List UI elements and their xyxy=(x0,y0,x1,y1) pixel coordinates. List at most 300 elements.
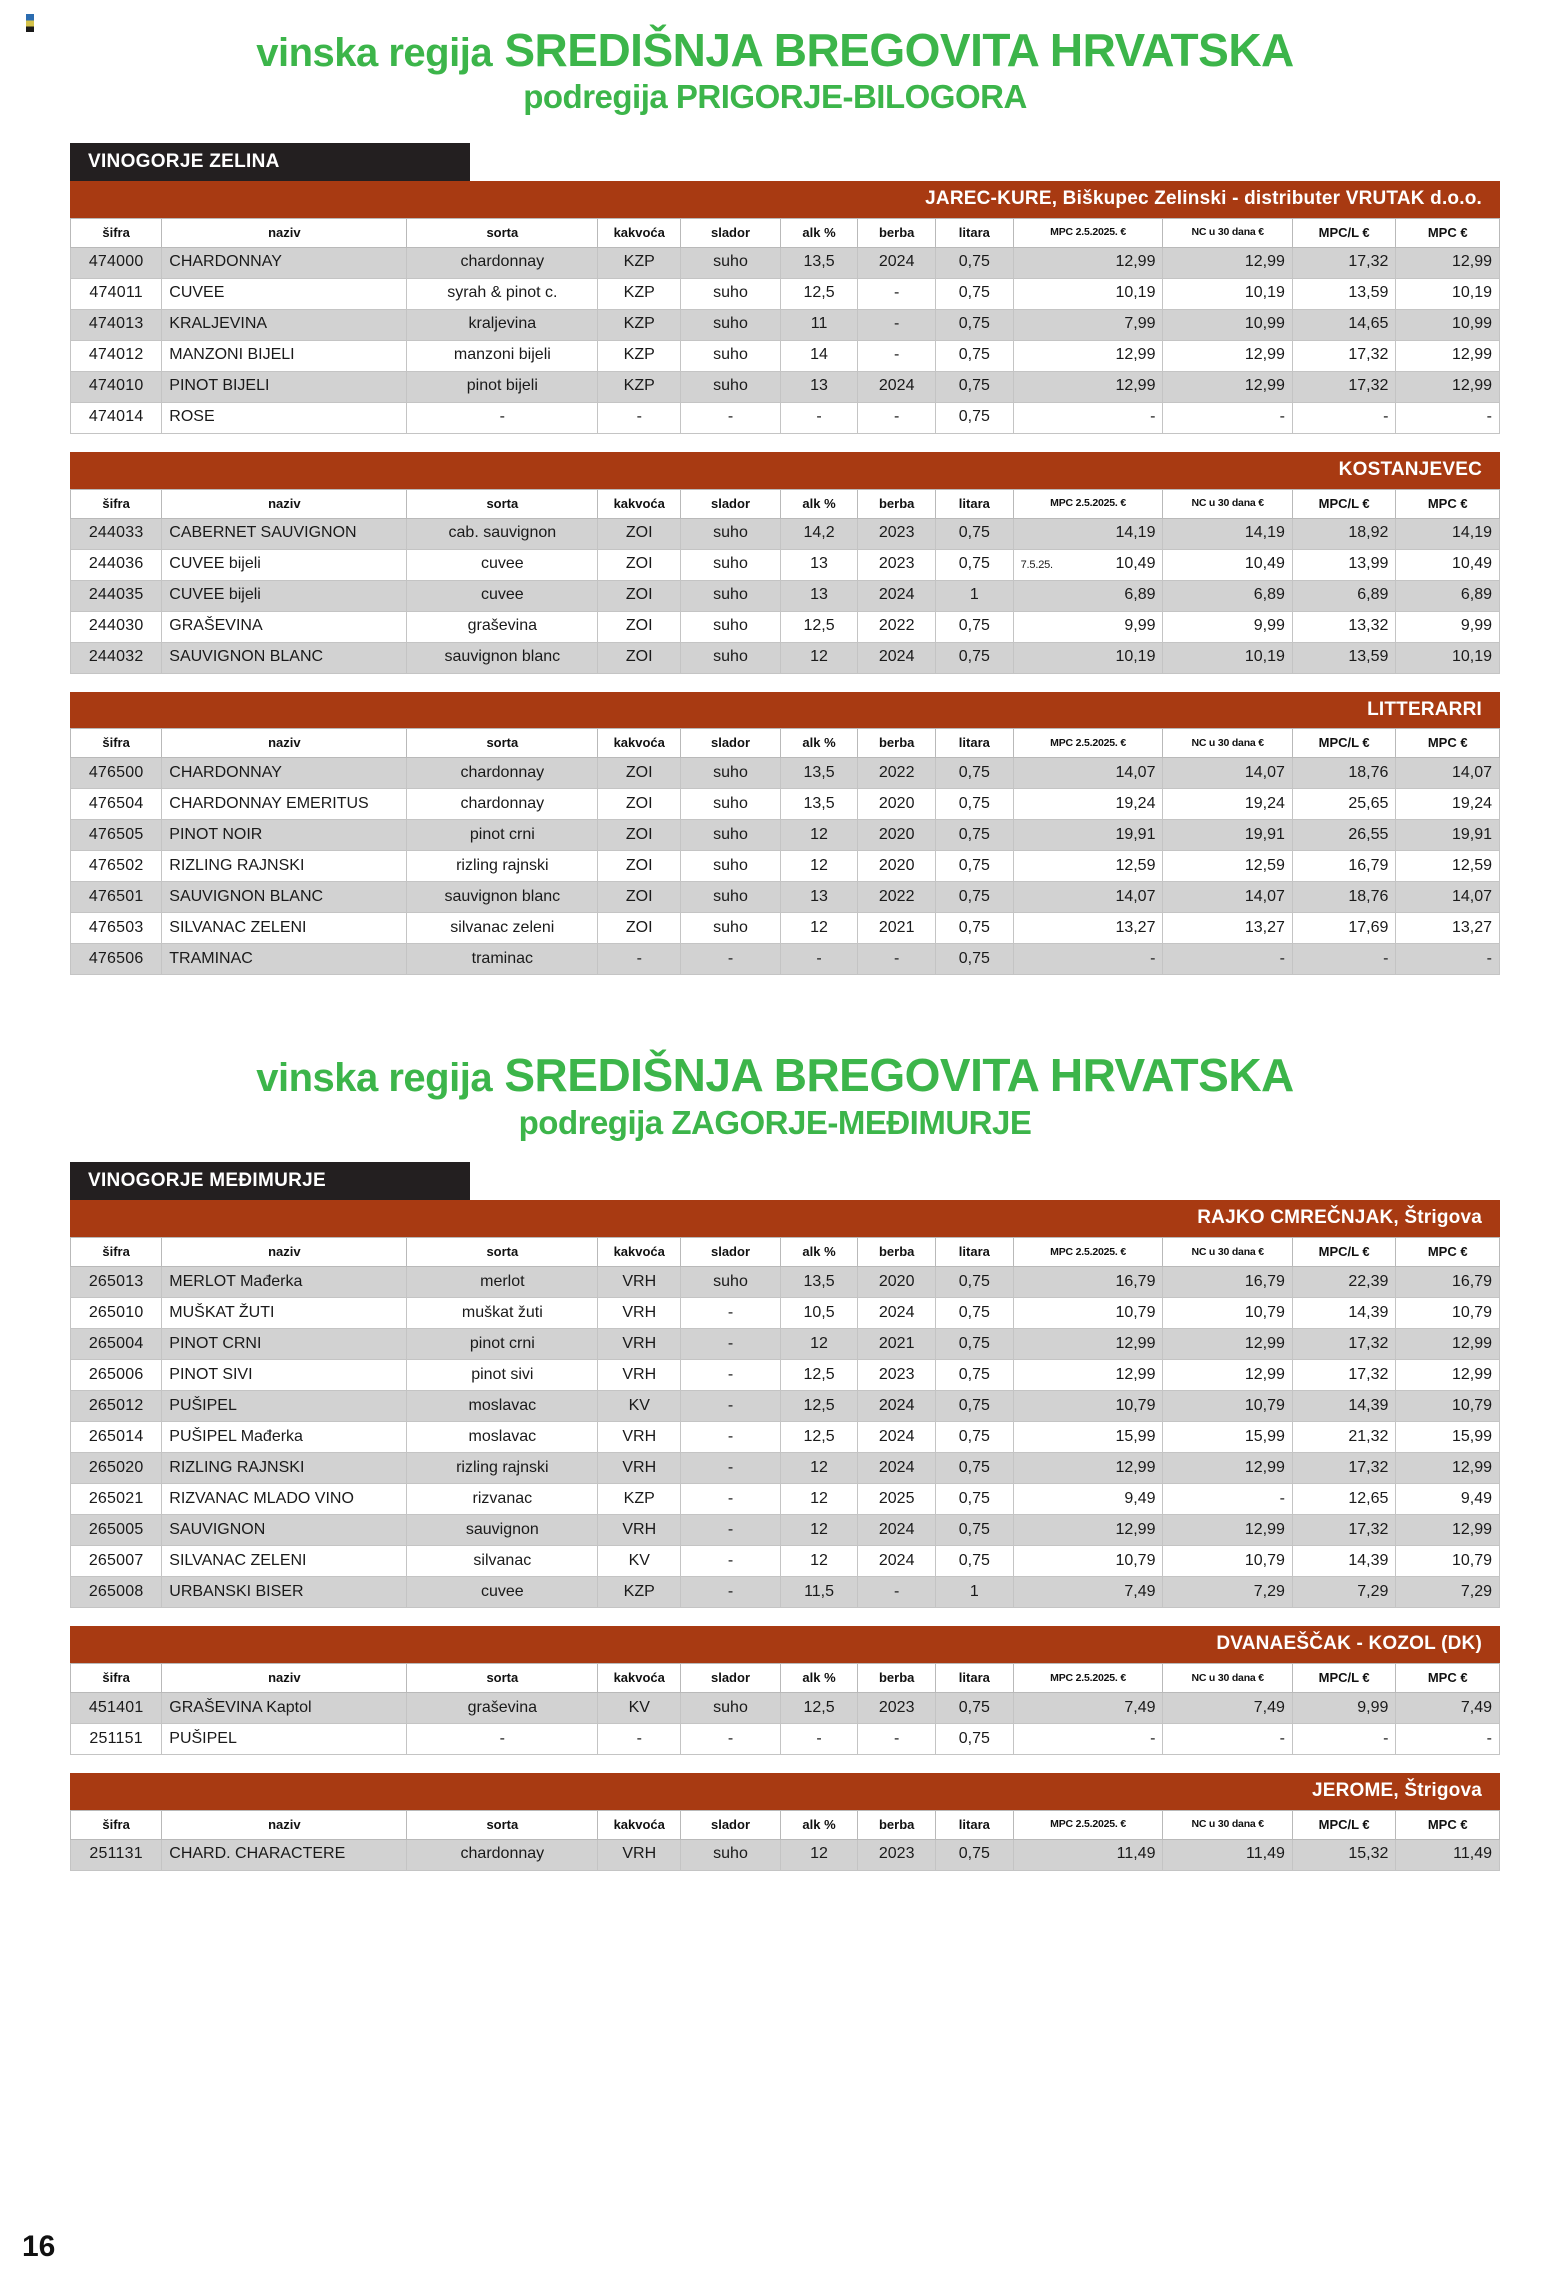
cell-slador: - xyxy=(681,1422,780,1453)
cell-sorta: cuvee xyxy=(407,549,598,580)
cell-mpc-l: 18,92 xyxy=(1292,518,1396,549)
subregion-title-line xyxy=(60,1103,1490,1141)
cell-sifra: 474010 xyxy=(71,371,162,402)
cell-kakvoca: VRH xyxy=(598,1298,681,1329)
region-title-main: SREDIŠNJA BREGOVITA HRVATSKA xyxy=(504,24,1294,76)
cell-mpc-date: - xyxy=(1013,1724,1163,1755)
cell-sifra: 244032 xyxy=(71,642,162,673)
cell-slador: suho xyxy=(681,340,780,371)
column-header-berba: berba xyxy=(858,1664,936,1693)
cell-slador: suho xyxy=(681,518,780,549)
cell-litara: 0,75 xyxy=(936,611,1014,642)
cell-mpc-date: 7,99 xyxy=(1013,309,1163,340)
cell-kakvoca: ZOI xyxy=(598,913,681,944)
column-header-kakvoca: kakvoća xyxy=(598,1664,681,1693)
cell-mpc: 12,99 xyxy=(1396,371,1500,402)
cell-nc-30: 12,99 xyxy=(1163,1329,1292,1360)
cell-litara: 0,75 xyxy=(936,1267,1014,1298)
table-header-row xyxy=(71,1238,1500,1267)
cell-sorta: cuvee xyxy=(407,1577,598,1608)
table-row xyxy=(71,1693,1500,1724)
cell-kakvoca: - xyxy=(598,944,681,975)
cell-sorta: rizling rajnski xyxy=(407,1453,598,1484)
cell-berba: 2023 xyxy=(858,1693,936,1724)
cell-mpc-date-value: 10,49 xyxy=(1115,555,1156,573)
column-header-mpc-date: MPC 2.5.2025. € xyxy=(1013,1238,1163,1267)
producer-header: JEROME, Štrigova xyxy=(70,1773,1500,1810)
column-header-sorta: sorta xyxy=(407,218,598,247)
column-header-mpc-l: MPC/L € xyxy=(1292,1664,1396,1693)
cell-slador: suho xyxy=(681,642,780,673)
cell-mpc-l: 12,65 xyxy=(1292,1484,1396,1515)
column-header-sifra: šifra xyxy=(71,1810,162,1839)
cell-kakvoca: ZOI xyxy=(598,642,681,673)
region-title-prefix: vinska regija xyxy=(256,31,493,75)
cell-mpc-l: 26,55 xyxy=(1292,820,1396,851)
column-header-litara: litara xyxy=(936,218,1014,247)
table-row xyxy=(71,1453,1500,1484)
cell-alk: 13 xyxy=(780,580,858,611)
column-header-slador: slador xyxy=(681,729,780,758)
cell-alk: - xyxy=(780,1724,858,1755)
cell-mpc: 10,19 xyxy=(1396,278,1500,309)
cell-mpc-l: 17,32 xyxy=(1292,1515,1396,1546)
column-header-litara: litara xyxy=(936,1238,1014,1267)
cell-mpc: - xyxy=(1396,1724,1500,1755)
region-title-prefix: vinska regija xyxy=(256,1056,493,1101)
cell-sorta: chardonnay xyxy=(407,758,598,789)
region-title xyxy=(0,0,1550,115)
table-row xyxy=(71,1329,1500,1360)
column-header-kakvoca: kakvoća xyxy=(598,218,681,247)
cell-sifra: 265010 xyxy=(71,1298,162,1329)
table-header-row xyxy=(71,489,1500,518)
cell-mpc: 7,29 xyxy=(1396,1577,1500,1608)
tables-wrap xyxy=(40,115,1510,976)
cell-mpc-l: - xyxy=(1292,402,1396,433)
column-header-mpc: MPC € xyxy=(1396,489,1500,518)
cell-mpc: 10,79 xyxy=(1396,1546,1500,1577)
cell-sifra: 244036 xyxy=(71,549,162,580)
cell-sifra: 451401 xyxy=(71,1693,162,1724)
cell-mpc-l: 17,32 xyxy=(1292,1360,1396,1391)
cell-sifra: 476502 xyxy=(71,851,162,882)
cell-naziv: PUŠIPEL xyxy=(162,1724,407,1755)
cell-mpc: - xyxy=(1396,944,1500,975)
cell-kakvoca: ZOI xyxy=(598,851,681,882)
cell-mpc-l: 15,32 xyxy=(1292,1839,1396,1870)
column-header-kakvoca: kakvoća xyxy=(598,1810,681,1839)
cell-mpc: 12,99 xyxy=(1396,1360,1500,1391)
cell-litara: 0,75 xyxy=(936,518,1014,549)
table-row xyxy=(71,1422,1500,1453)
cell-berba: 2020 xyxy=(858,851,936,882)
cell-nc-30: 14,07 xyxy=(1163,882,1292,913)
cell-nc-30: - xyxy=(1163,1484,1292,1515)
cell-alk: 13,5 xyxy=(780,1267,858,1298)
cell-mpc-l: 17,32 xyxy=(1292,1453,1396,1484)
cell-mpc-date: 10,79 xyxy=(1013,1391,1163,1422)
cell-sorta: cuvee xyxy=(407,580,598,611)
cell-sifra: 476505 xyxy=(71,820,162,851)
cell-berba: 2024 xyxy=(858,371,936,402)
column-header-mpc-l: MPC/L € xyxy=(1292,1238,1396,1267)
cell-kakvoca: ZOI xyxy=(598,580,681,611)
cell-mpc: 12,99 xyxy=(1396,247,1500,278)
cell-sifra: 265012 xyxy=(71,1391,162,1422)
cell-sifra: 474014 xyxy=(71,402,162,433)
cell-alk: 14 xyxy=(780,340,858,371)
table-row xyxy=(71,1546,1500,1577)
column-header-kakvoca: kakvoća xyxy=(598,489,681,518)
cell-mpc: 16,79 xyxy=(1396,1267,1500,1298)
cell-mpc-l: 17,69 xyxy=(1292,913,1396,944)
cell-berba: - xyxy=(858,1577,936,1608)
cell-mpc: 19,24 xyxy=(1396,789,1500,820)
cell-berba: - xyxy=(858,340,936,371)
cell-sifra: 244033 xyxy=(71,518,162,549)
table-header-row xyxy=(71,729,1500,758)
cell-litara: 0,75 xyxy=(936,402,1014,433)
cell-nc-30: 12,99 xyxy=(1163,1453,1292,1484)
cell-naziv: KRALJEVINA xyxy=(162,309,407,340)
cell-berba: 2024 xyxy=(858,1453,936,1484)
cell-sorta: manzoni bijeli xyxy=(407,340,598,371)
cell-slador: suho xyxy=(681,913,780,944)
column-header-mpc: MPC € xyxy=(1396,1664,1500,1693)
price-table xyxy=(70,218,1500,434)
cell-sorta: moslavac xyxy=(407,1422,598,1453)
cell-sorta: graševina xyxy=(407,1693,598,1724)
cell-mpc-l: 14,65 xyxy=(1292,309,1396,340)
table-row xyxy=(71,1298,1500,1329)
cell-slador: - xyxy=(681,1329,780,1360)
column-header-slador: slador xyxy=(681,1810,780,1839)
producer-header: DVANAEŠČAK - KOZOL (DK) xyxy=(70,1626,1500,1663)
cell-mpc-date: 12,59 xyxy=(1013,851,1163,882)
cell-alk: 12 xyxy=(780,1546,858,1577)
cell-nc-30: 13,27 xyxy=(1163,913,1292,944)
cell-nc-30: 12,99 xyxy=(1163,1515,1292,1546)
cell-naziv: SILVANAC ZELENI xyxy=(162,913,407,944)
cell-nc-30: 12,59 xyxy=(1163,851,1292,882)
cell-sifra: 244035 xyxy=(71,580,162,611)
table-row xyxy=(71,518,1500,549)
table-row xyxy=(71,789,1500,820)
cell-nc-30: 11,49 xyxy=(1163,1839,1292,1870)
cell-sorta: sauvignon blanc xyxy=(407,882,598,913)
cell-slador: suho xyxy=(681,789,780,820)
column-header-alk: alk % xyxy=(780,1810,858,1839)
cell-alk: 10,5 xyxy=(780,1298,858,1329)
cell-naziv: MANZONI BIJELI xyxy=(162,340,407,371)
cell-nc-30: 14,19 xyxy=(1163,518,1292,549)
cell-mpc: 14,19 xyxy=(1396,518,1500,549)
cell-mpc-l: 17,32 xyxy=(1292,371,1396,402)
cell-litara: 0,75 xyxy=(936,913,1014,944)
column-header-mpc-l: MPC/L € xyxy=(1292,1810,1396,1839)
column-header-alk: alk % xyxy=(780,218,858,247)
table-row xyxy=(71,549,1500,580)
cell-mpc-date: 13,27 xyxy=(1013,913,1163,944)
cell-sifra: 244030 xyxy=(71,611,162,642)
column-header-berba: berba xyxy=(858,729,936,758)
cell-alk: 11,5 xyxy=(780,1577,858,1608)
cell-slador: suho xyxy=(681,882,780,913)
cell-sorta: silvanac xyxy=(407,1546,598,1577)
column-header-litara: litara xyxy=(936,1664,1014,1693)
cell-mpc: 12,99 xyxy=(1396,1515,1500,1546)
cell-slador: suho xyxy=(681,758,780,789)
cell-mpc-date-note: 7.5.25. xyxy=(1020,559,1053,572)
column-header-naziv: naziv xyxy=(162,218,407,247)
cell-mpc: 10,79 xyxy=(1396,1298,1500,1329)
cell-berba: 2023 xyxy=(858,1839,936,1870)
cell-mpc-date: 12,99 xyxy=(1013,1360,1163,1391)
cell-mpc-date: 12,99 xyxy=(1013,1329,1163,1360)
cell-slador: - xyxy=(681,1453,780,1484)
table-row xyxy=(71,758,1500,789)
cell-slador: - xyxy=(681,1577,780,1608)
table-row xyxy=(71,1724,1500,1755)
cell-slador: suho xyxy=(681,1839,780,1870)
column-header-nc-30: NC u 30 dana € xyxy=(1163,1664,1292,1693)
cell-mpc-date: - xyxy=(1013,944,1163,975)
cell-kakvoca: KZP xyxy=(598,278,681,309)
cell-sifra: 476504 xyxy=(71,789,162,820)
cell-slador: suho xyxy=(681,611,780,642)
region-title-line xyxy=(60,26,1490,74)
cell-naziv: PINOT NOIR xyxy=(162,820,407,851)
cell-nc-30: 19,91 xyxy=(1163,820,1292,851)
cell-naziv: TRAMINAC xyxy=(162,944,407,975)
cell-litara: 0,75 xyxy=(936,1391,1014,1422)
cell-mpc: 12,99 xyxy=(1396,340,1500,371)
cell-naziv: GRAŠEVINA Kaptol xyxy=(162,1693,407,1724)
cell-mpc-date: 10,79 xyxy=(1013,1298,1163,1329)
cell-litara: 0,75 xyxy=(936,789,1014,820)
cell-litara: 0,75 xyxy=(936,944,1014,975)
cell-mpc-l: 21,32 xyxy=(1292,1422,1396,1453)
cell-mpc: 12,59 xyxy=(1396,851,1500,882)
cell-slador: - xyxy=(681,1391,780,1422)
cell-litara: 0,75 xyxy=(936,1329,1014,1360)
cell-nc-30: 6,89 xyxy=(1163,580,1292,611)
cell-naziv: CABERNET SAUVIGNON xyxy=(162,518,407,549)
cell-naziv: CUVEE xyxy=(162,278,407,309)
cell-kakvoca: KZP xyxy=(598,1577,681,1608)
cell-alk: 13 xyxy=(780,549,858,580)
column-header-berba: berba xyxy=(858,489,936,518)
cell-berba: - xyxy=(858,278,936,309)
price-table xyxy=(70,728,1500,975)
cell-nc-30: 10,99 xyxy=(1163,309,1292,340)
region-title-line xyxy=(60,1049,1490,1102)
subregion-prefix: podregija xyxy=(518,1103,663,1141)
cell-naziv: SILVANAC ZELENI xyxy=(162,1546,407,1577)
cell-alk: 11 xyxy=(780,309,858,340)
cell-mpc: 10,99 xyxy=(1396,309,1500,340)
cell-slador: suho xyxy=(681,1267,780,1298)
table-row xyxy=(71,278,1500,309)
cell-berba: 2024 xyxy=(858,1298,936,1329)
column-header-kakvoca: kakvoća xyxy=(598,729,681,758)
cell-mpc-l: 13,59 xyxy=(1292,278,1396,309)
column-header-mpc-l: MPC/L € xyxy=(1292,489,1396,518)
cell-mpc-l: 6,89 xyxy=(1292,580,1396,611)
cell-mpc-l: - xyxy=(1292,944,1396,975)
table-row xyxy=(71,611,1500,642)
cell-berba: 2025 xyxy=(858,1484,936,1515)
column-header-naziv: naziv xyxy=(162,729,407,758)
cell-kakvoca: - xyxy=(598,1724,681,1755)
cell-litara: 0,75 xyxy=(936,758,1014,789)
cell-sifra: 474012 xyxy=(71,340,162,371)
table-row xyxy=(71,247,1500,278)
price-table xyxy=(70,1810,1500,1871)
cell-kakvoca: ZOI xyxy=(598,549,681,580)
cell-mpc-l: 25,65 xyxy=(1292,789,1396,820)
column-header-mpc-date: MPC 2.5.2025. € xyxy=(1013,218,1163,247)
table-row xyxy=(71,642,1500,673)
cell-berba: - xyxy=(858,402,936,433)
cell-slador: suho xyxy=(681,278,780,309)
cell-sorta: pinot bijeli xyxy=(407,371,598,402)
column-header-naziv: naziv xyxy=(162,1238,407,1267)
column-header-nc-30: NC u 30 dana € xyxy=(1163,218,1292,247)
cell-litara: 0,75 xyxy=(936,549,1014,580)
region-title xyxy=(0,975,1550,1140)
cell-nc-30: 10,79 xyxy=(1163,1391,1292,1422)
cell-nc-30: 12,99 xyxy=(1163,340,1292,371)
cell-nc-30: - xyxy=(1163,1724,1292,1755)
column-header-sorta: sorta xyxy=(407,1664,598,1693)
cell-sorta: rizvanac xyxy=(407,1484,598,1515)
producer-header: RAJKO CMREČNJAK, Štrigova xyxy=(70,1200,1500,1237)
cell-sifra: 265005 xyxy=(71,1515,162,1546)
cell-litara: 0,75 xyxy=(936,247,1014,278)
cell-naziv: CUVEE bijeli xyxy=(162,549,407,580)
cell-alk: 12 xyxy=(780,1453,858,1484)
cell-litara: 0,75 xyxy=(936,820,1014,851)
table-row xyxy=(71,913,1500,944)
cell-mpc: 19,91 xyxy=(1396,820,1500,851)
cell-naziv: RIZVANAC MLADO VINO xyxy=(162,1484,407,1515)
cell-mpc-l: 14,39 xyxy=(1292,1546,1396,1577)
column-header-naziv: naziv xyxy=(162,489,407,518)
cell-litara: 0,75 xyxy=(936,1724,1014,1755)
cell-mpc-date: 15,99 xyxy=(1013,1422,1163,1453)
cell-nc-30: 10,79 xyxy=(1163,1546,1292,1577)
table-row xyxy=(71,820,1500,851)
cell-mpc-date: 19,24 xyxy=(1013,789,1163,820)
cell-mpc-date: 12,99 xyxy=(1013,371,1163,402)
cell-litara: 0,75 xyxy=(936,1693,1014,1724)
table-row xyxy=(71,580,1500,611)
cell-alk: 12,5 xyxy=(780,278,858,309)
color-registration-mark xyxy=(26,14,34,32)
cell-litara: 0,75 xyxy=(936,1546,1014,1577)
table-header-row xyxy=(71,1664,1500,1693)
cell-alk: 12,5 xyxy=(780,1360,858,1391)
cell-nc-30: 7,29 xyxy=(1163,1577,1292,1608)
cell-alk: 12 xyxy=(780,851,858,882)
cell-sorta: - xyxy=(407,402,598,433)
column-header-sorta: sorta xyxy=(407,1810,598,1839)
cell-slador: suho xyxy=(681,549,780,580)
table-row xyxy=(71,944,1500,975)
cell-alk: 14,2 xyxy=(780,518,858,549)
cell-mpc-date: - xyxy=(1013,402,1163,433)
column-header-sifra: šifra xyxy=(71,1238,162,1267)
column-header-mpc-l: MPC/L € xyxy=(1292,218,1396,247)
cell-mpc-l: 18,76 xyxy=(1292,758,1396,789)
cell-mpc: 14,07 xyxy=(1396,758,1500,789)
cell-mpc-date: 12,99 xyxy=(1013,340,1163,371)
cell-sifra: 474013 xyxy=(71,309,162,340)
cell-sifra: 476503 xyxy=(71,913,162,944)
cell-mpc-date: 10,79 xyxy=(1013,1546,1163,1577)
column-header-naziv: naziv xyxy=(162,1664,407,1693)
cell-kakvoca: VRH xyxy=(598,1515,681,1546)
cell-mpc-l: 13,59 xyxy=(1292,642,1396,673)
table-row xyxy=(71,371,1500,402)
cell-slador: suho xyxy=(681,851,780,882)
cell-alk: 12 xyxy=(780,1839,858,1870)
cell-mpc-l: 16,79 xyxy=(1292,851,1396,882)
cell-nc-30: - xyxy=(1163,402,1292,433)
cell-sifra: 265020 xyxy=(71,1453,162,1484)
cell-mpc-date: 12,99 xyxy=(1013,247,1163,278)
column-header-sorta: sorta xyxy=(407,729,598,758)
column-header-mpc-date: MPC 2.5.2025. € xyxy=(1013,729,1163,758)
cell-sorta: chardonnay xyxy=(407,247,598,278)
cell-alk: 13,5 xyxy=(780,758,858,789)
cell-slador: suho xyxy=(681,309,780,340)
table-row xyxy=(71,1267,1500,1298)
cell-slador: suho xyxy=(681,371,780,402)
column-header-slador: slador xyxy=(681,1664,780,1693)
cell-kakvoca: KZP xyxy=(598,1484,681,1515)
cell-mpc: 10,49 xyxy=(1396,549,1500,580)
cell-berba: 2024 xyxy=(858,642,936,673)
cell-naziv: CHARDONNAY xyxy=(162,758,407,789)
cell-mpc-l: 22,39 xyxy=(1292,1267,1396,1298)
cell-nc-30: - xyxy=(1163,944,1292,975)
column-header-sorta: sorta xyxy=(407,1238,598,1267)
cell-naziv: CHARDONNAY EMERITUS xyxy=(162,789,407,820)
price-table xyxy=(70,1663,1500,1755)
cell-kakvoca: KV xyxy=(598,1546,681,1577)
cell-berba: 2020 xyxy=(858,820,936,851)
cell-sorta: chardonnay xyxy=(407,1839,598,1870)
cell-kakvoca: - xyxy=(598,402,681,433)
cell-nc-30: 7,49 xyxy=(1163,1693,1292,1724)
cell-litara: 0,75 xyxy=(936,371,1014,402)
cell-mpc-l: 17,32 xyxy=(1292,1329,1396,1360)
cell-mpc-date: 9,99 xyxy=(1013,611,1163,642)
cell-kakvoca: KZP xyxy=(598,247,681,278)
column-header-sifra: šifra xyxy=(71,1664,162,1693)
cell-nc-30: 12,99 xyxy=(1163,1360,1292,1391)
cell-sorta: traminac xyxy=(407,944,598,975)
table-row xyxy=(71,1839,1500,1870)
cell-slador: - xyxy=(681,1298,780,1329)
cell-berba: 2024 xyxy=(858,1391,936,1422)
table-header-row xyxy=(71,218,1500,247)
column-header-berba: berba xyxy=(858,1238,936,1267)
table-row xyxy=(71,882,1500,913)
